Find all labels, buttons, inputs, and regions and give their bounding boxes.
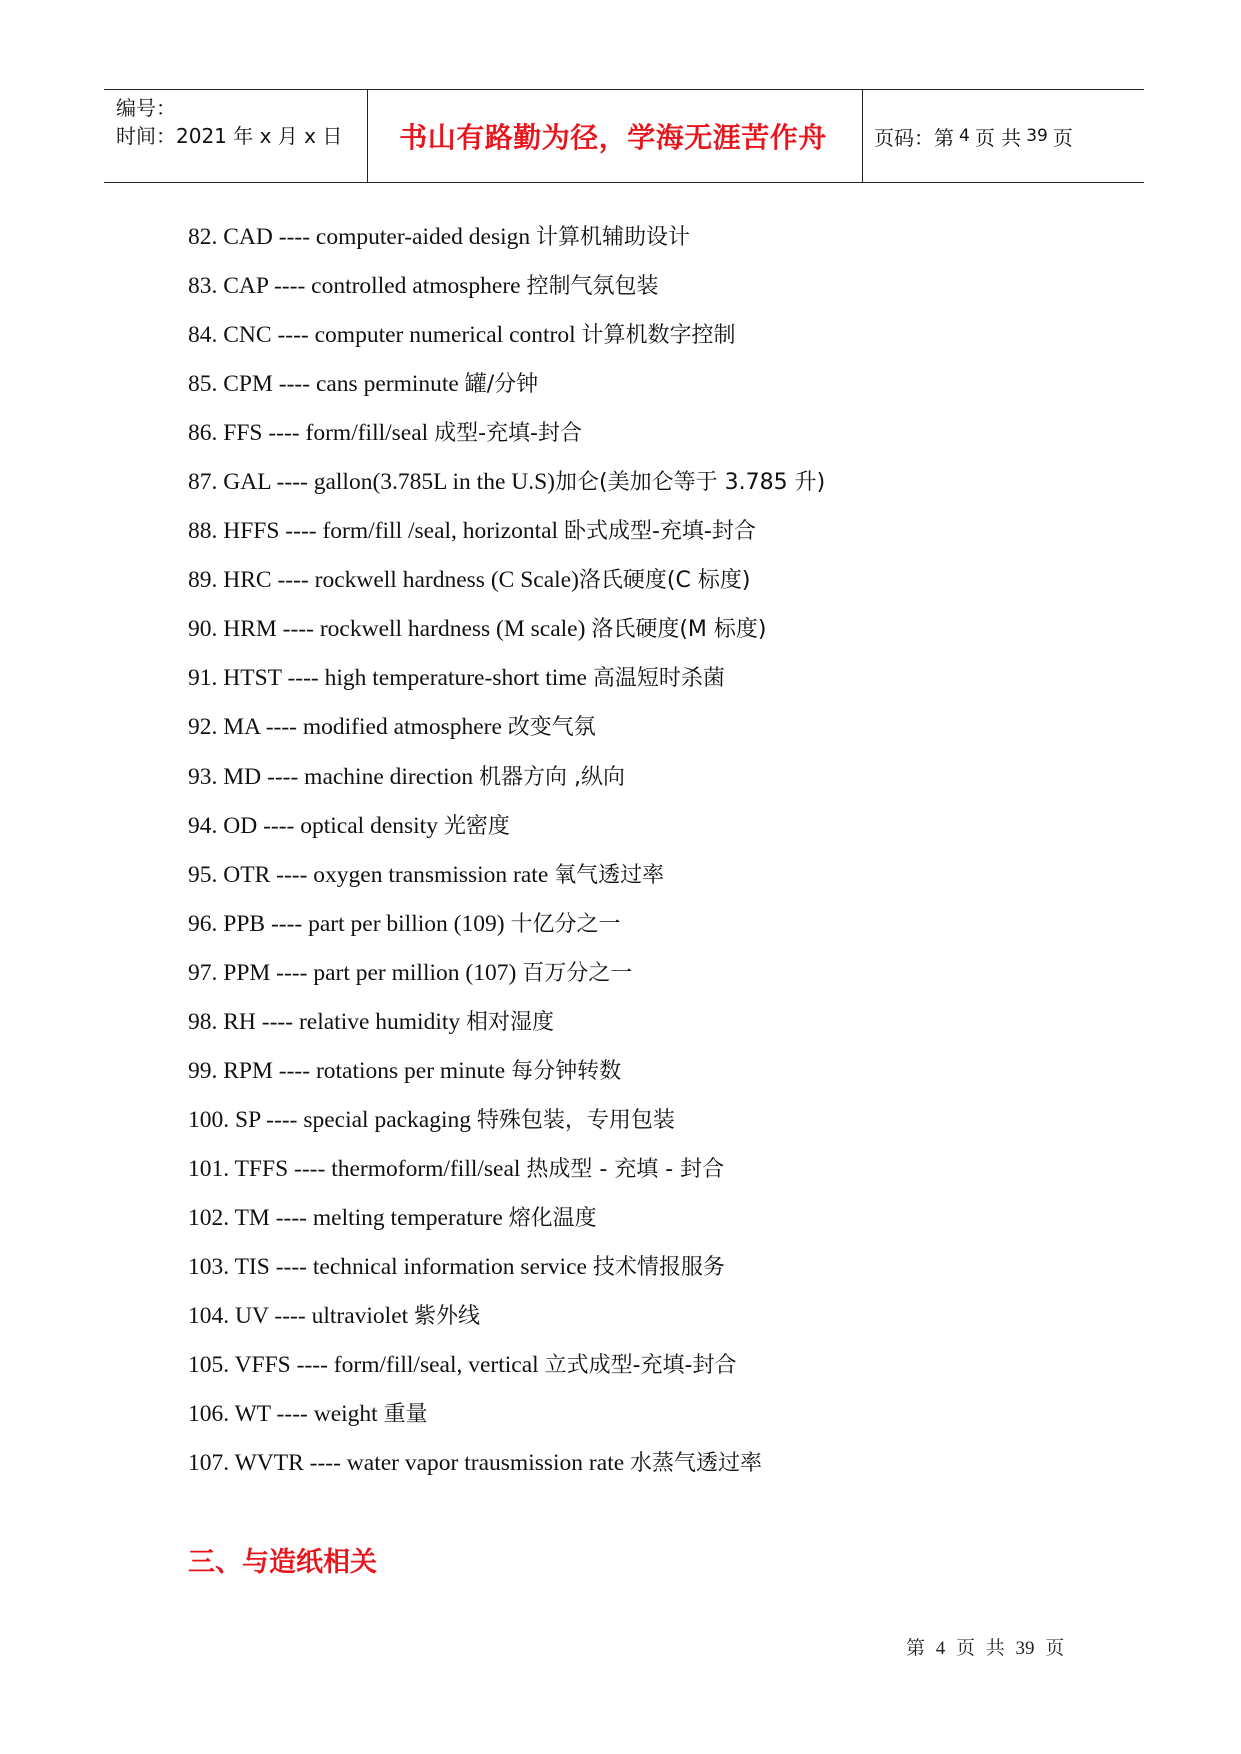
item-english: 104. UV ---- ultraviolet (188, 1303, 415, 1330)
item-english: 107. WVTR ---- water vapor trausmission rate (188, 1450, 631, 1477)
item-chinese: 成型-充填-封合 (434, 421, 582, 447)
list-item (188, 657, 825, 706)
item-chinese: 氧气透过率 (554, 862, 665, 888)
list-item (188, 1197, 825, 1246)
list-item (188, 1442, 825, 1491)
item-chinese: 洛氏硬度(M 标度) (591, 617, 767, 643)
item-english: 97. PPM ---- part per million (107) (188, 959, 523, 986)
item-english: 95. OTR ---- oxygen transmission rate (188, 861, 555, 888)
list-item (188, 559, 825, 608)
date-label: 时间：2021 年 x 月 x 日 (116, 124, 343, 148)
list-item (188, 1246, 825, 1295)
item-chinese: 卧式成型-充填-封合 (563, 519, 756, 545)
page-suffix: 页 (1052, 125, 1073, 150)
page-footer: 第 4 页 共 39 页 (906, 1638, 1065, 1659)
list-item (188, 461, 825, 510)
item-english: 92. MA ---- modified atmosphere (188, 714, 508, 741)
item-english: 100. SP ---- special packaging (188, 1106, 477, 1133)
item-chinese: 每分钟转数 (511, 1058, 622, 1084)
item-english: 106. WT ---- weight (188, 1401, 384, 1428)
list-item (188, 1148, 825, 1197)
page-middle: 页 共 (974, 125, 1022, 150)
page-prefix: 页码：第 (874, 125, 954, 150)
header-meta (116, 90, 366, 182)
list-item (188, 1295, 825, 1344)
item-english: 89. HRC ---- rockwell hardness (C Scale) (188, 567, 579, 594)
item-chinese: 紫外线 (414, 1304, 481, 1330)
item-english: 88. HFFS ---- form/fill /seal, horizontal (188, 518, 564, 545)
item-english: 82. CAD ---- computer-aided design (188, 224, 537, 250)
item-english: 91. HTST ---- high temperature-short time (188, 665, 593, 692)
item-english: 103. TIS ---- technical information service (188, 1253, 593, 1280)
list-item (188, 706, 825, 755)
item-english: 94. OD ---- optical density (188, 812, 444, 839)
item-english: 96. PPB ---- part per billion (109) (188, 910, 511, 937)
item-chinese: 十亿分之一 (510, 911, 621, 937)
item-chinese: 技术情报服务 (592, 1254, 725, 1280)
header-divider-left (367, 90, 368, 182)
item-english: 87. GAL ---- gallon(3.785L in the U.S) (188, 469, 556, 496)
list-item (188, 314, 825, 363)
item-english: 102. TM ---- melting temperature (188, 1204, 509, 1231)
item-chinese: 加仑(美加仑等于 3.785 升) (555, 470, 826, 496)
list-item (188, 1344, 825, 1393)
item-chinese: 改变气氛 (507, 715, 596, 741)
list-item (188, 510, 825, 559)
item-chinese: 相对湿度 (466, 1009, 555, 1035)
list-item (188, 854, 825, 903)
item-english: 90. HRM ---- rockwell hardness (M scale) (188, 616, 592, 643)
item-english: 84. CNC ---- computer numerical control (188, 322, 582, 349)
page-current: 4 (959, 126, 970, 146)
header-page-indicator (864, 90, 1144, 182)
list-item (188, 412, 825, 461)
list-item (188, 903, 825, 952)
item-english: 86. FFS ---- form/fill/seal (188, 420, 435, 447)
item-chinese: 水蒸气透过率 (630, 1451, 763, 1477)
item-chinese: 熔化温度 (508, 1205, 597, 1231)
item-chinese: 计算机数字控制 (581, 323, 736, 349)
item-chinese: 热成型 - 充填 - 封合 (526, 1156, 725, 1182)
list-item (188, 1050, 825, 1099)
header-motto: 书山有路勤为径，学海无涯苦作舟 (399, 121, 827, 154)
list-item (188, 265, 825, 314)
list-item (188, 1393, 825, 1442)
item-chinese: 机器方向 ,纵向 (479, 764, 626, 790)
serial-number-label: 编号： (116, 96, 176, 120)
glossary-list (188, 216, 825, 1491)
item-chinese: 光密度 (443, 813, 510, 839)
section-heading: 三、与造纸相关 (188, 1547, 377, 1578)
item-chinese: 控制气氛包装 (526, 274, 659, 300)
list-item (188, 952, 825, 1001)
page-header (104, 89, 1144, 183)
item-chinese: 立式成型-充填-封合 (544, 1353, 737, 1379)
item-chinese: 罐/分钟 (464, 372, 539, 398)
list-item (188, 1001, 825, 1050)
item-english: 85. CPM ---- cans perminute (188, 371, 465, 398)
list-item (188, 1099, 825, 1148)
item-chinese: 计算机辅助设计 (536, 225, 691, 250)
item-chinese: 高温短时杀菌 (592, 666, 725, 692)
item-chinese: 洛氏硬度(C 标度) (578, 568, 751, 594)
header-divider-right (862, 90, 863, 182)
item-chinese: 特殊包装，专用包装 (476, 1107, 675, 1133)
page-total: 39 (1026, 126, 1048, 146)
item-chinese: 百万分之一 (522, 960, 633, 986)
list-item (188, 805, 825, 854)
item-english: 98. RH ---- relative humidity (188, 1008, 467, 1035)
list-item (188, 608, 825, 657)
item-chinese: 重量 (383, 1402, 428, 1428)
list-item (188, 756, 825, 805)
item-english: 99. RPM ---- rotations per minute (188, 1057, 512, 1084)
item-english: 93. MD ---- machine direction (188, 763, 480, 790)
list-item (188, 216, 825, 265)
item-english: 105. VFFS ---- form/fill/seal, vertical (188, 1352, 545, 1379)
list-item (188, 363, 825, 412)
item-english: 83. CAP ---- controlled atmosphere (188, 273, 527, 300)
item-english: 101. TFFS ---- thermoform/fill/seal (188, 1155, 527, 1182)
